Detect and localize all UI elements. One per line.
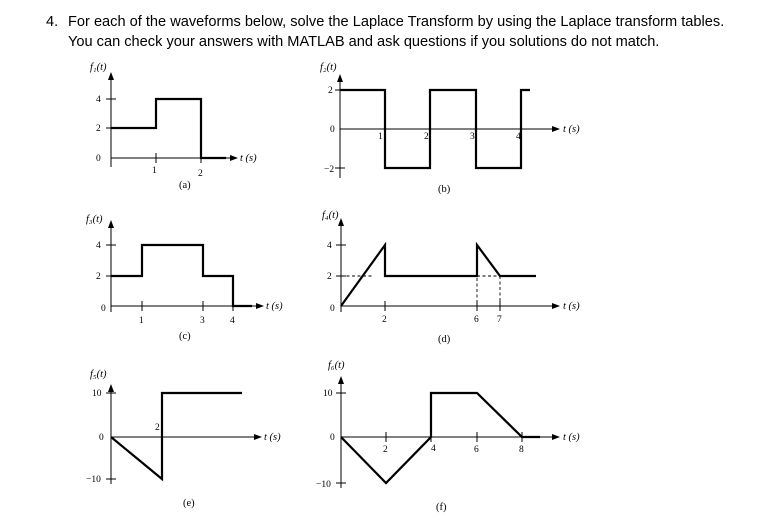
panel-f-x-unit: t (s) [563,432,580,443]
panel-b-x-tick-label: 1 [378,132,383,142]
panel-d-function-label: f₄(t) [322,210,339,221]
panel-d-waveform [341,245,536,306]
panel-b-y-arrow [337,74,343,82]
panel-b [320,62,580,195]
panel-d-y-tick-label: 4 [327,241,332,251]
panel-d-x-tick-label: 2 [382,315,387,325]
panel-f-y-tick-label: 0 [330,433,335,443]
panel-b-caption: (b) [438,184,451,195]
panel-a-x-arrow [230,155,238,161]
panel-d-x-tick-label: 7 [497,315,502,325]
panel-f-y-tick-label: 10 [323,389,333,399]
panel-f-x-tick-label: 8 [519,445,524,455]
panel-c-x-arrow [256,303,264,309]
panel-e-caption: (e) [183,498,195,509]
panel-b-x-unit: t (s) [563,124,580,135]
panel-c-waveform [111,245,252,306]
panel-d-x-unit: t (s) [563,301,580,312]
panel-b-y-tick-label: 0 [330,125,335,135]
panel-c-function-label: f₃(t) [86,214,103,225]
panel-c-x-unit: t (s) [266,301,283,312]
panel-d [322,210,580,345]
panel-e-y-arrow [108,384,114,392]
panel-e-y-tick-label: 10 [92,389,102,399]
panel-b-x-arrow [552,126,560,132]
panel-c-y-tick-label: 4 [96,241,101,251]
panel-f-function-label: f₆(t) [328,360,345,371]
panel-f-caption: (f) [436,502,447,513]
panel-c-y-tick-label: 0 [101,304,106,314]
panel-a-x-unit: t (s) [240,153,257,164]
panel-a-function-label: f₁(t) [90,62,107,73]
panel-d-y-arrow [338,218,344,226]
panel-d-caption: (d) [438,334,451,345]
panel-f-waveform [341,393,540,483]
panel-c-y-arrow [108,220,114,228]
panel-b-y-tick-label: 2 [328,86,333,96]
panel-f [316,360,580,513]
panel-d-x-arrow [552,303,560,309]
panel-c-caption: (c) [179,331,191,342]
panel-e-x-unit: t (s) [264,432,281,443]
panel-a-y-arrow [108,72,114,80]
panel-a-waveform [111,99,226,158]
panel-e-y-tick-label: 0 [99,433,104,443]
panel-b-function-label: f₂(t) [320,62,337,73]
panel-a-y-tick-label: 4 [96,95,101,105]
panel-b-x-tick-label: 4 [516,132,521,142]
panel-f-y-tick-label: −10 [316,480,331,490]
panel-c-y-tick-label: 2 [96,272,101,282]
panel-b-y-tick-label: −2 [324,165,335,175]
panel-e-x-arrow [254,434,262,440]
panel-f-y-arrow [338,376,344,384]
panel-e-y-tick-label: −10 [86,475,101,485]
panel-e [86,369,281,509]
panel-a-x-tick-label: 2 [198,169,203,179]
panel-c-x-tick-label: 3 [200,316,205,326]
panel-b-x-tick-label: 3 [470,132,475,142]
panel-f-x-tick-label: 4 [431,444,436,454]
problem-line-2: You can check your answers with MATLAB and ask questions if you solutions do not match. [68,34,660,50]
panel-a-x-tick-label: 1 [152,166,157,176]
panel-c-x-tick-label: 1 [139,316,144,326]
panel-e-x-tick-label: 2 [155,423,160,433]
panel-f-x-tick-label: 2 [383,445,388,455]
panel-d-y-tick-label: 2 [327,272,332,282]
panel-e-waveform [111,393,242,479]
panel-b-x-tick-label: 2 [424,132,429,142]
problem-line-1: For each of the waveforms below, solve the Laplace Transform by using the Laplace transform tables. [68,14,725,30]
panel-c [86,214,283,342]
panel-a-y-tick-label: 0 [96,154,101,164]
panel-d-x-tick-label: 6 [474,315,479,325]
problem-number: 4. [46,14,59,30]
panel-c-x-tick-label: 4 [230,316,235,326]
panel-a-caption: (a) [179,180,191,191]
panel-f-x-tick-label: 6 [474,445,479,455]
panel-a-y-tick-label: 2 [96,124,101,134]
panel-e-function-label: f₅(t) [90,369,107,380]
panel-f-x-arrow [552,434,560,440]
panel-a [90,62,257,191]
panel-d-y-tick-label: 0 [330,304,335,314]
